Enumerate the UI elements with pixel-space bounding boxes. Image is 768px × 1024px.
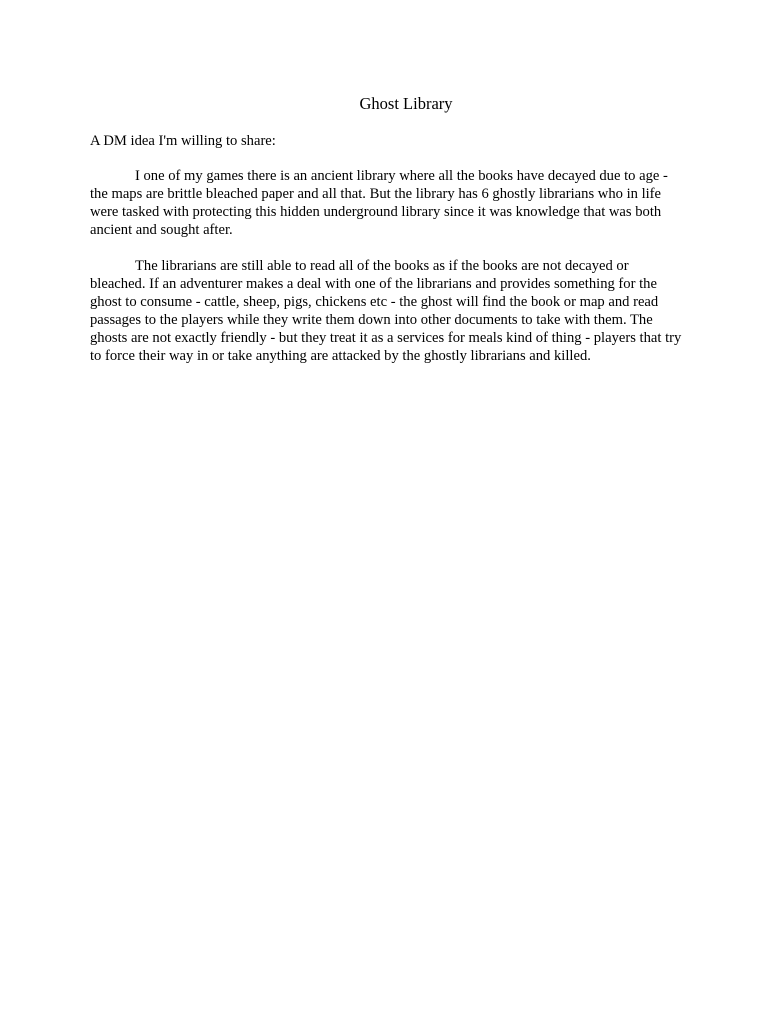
paragraph-2: The librarians are still able to read all of the books as if the books are not decayed or bleached. If an adventurer makes a deal with one of the librarians and provides something for the ghost to consume - cattle, sheep, pigs, chickens etc - the ghost will find the book or map and read passages to the players while they write them down into other documents to take with them. The ghosts are not exactly friendly - but they treat it as a services for meals kind of thing - players that try to force their way in or take anything are attacked by the ghostly librarians and killed.	[90, 258, 682, 364]
intro-line: A DM idea I'm willing to share:	[90, 133, 276, 149]
document-title: Ghost Library	[359, 94, 453, 113]
paragraph-1: I one of my games there is an ancient library where all the books have decayed due to age - the maps are brittle bleached paper and all that. But the library has 6 ghostly librarians who in life were tasked with protecting this hidden underground library since it was knowledge that was both ancient and sought after.	[90, 168, 668, 238]
document-body	[90, 132, 682, 383]
